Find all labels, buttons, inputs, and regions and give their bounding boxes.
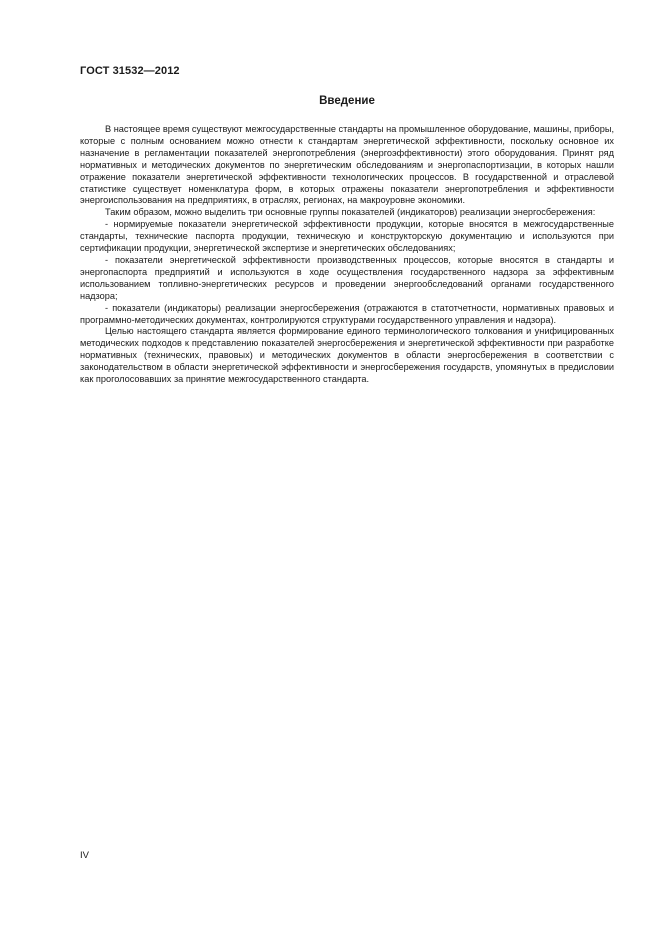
document-body [80, 124, 614, 386]
document-header: ГОСТ 31532—2012 [80, 65, 180, 77]
list-item-product-indicators: - нормируемые показатели энергетической эффективности продукции, которые вносятся в межгосударственные стандарты, технические паспорта продукции, техническую и конструкторскую документацию и используются при сертификации продукции, энергетической экспертизе и энергетических обследованиях; [80, 219, 614, 254]
paragraph-intro: В настоящее время существуют межгосударственные стандарты на промышленное оборудование, машины, приборы, которые с полным основанием можно отнести к стандартам энергетической эффективности, поскольку основное их назначение в регламентации показателей энергопотребления (энергоэффективности) этого оборудования. Принят ряд нормативных и методических документов по энергетическим обследованиям и энергопаспортизации, в которых нашли отражение показатели энергетической эффективности технологических процессов. В государственной и отраслевой статистике существует номенклатура форм, в которых отражены показатели энергопотребления и эффективности энергоиспользования на предприятиях, в отраслях, регионах, на макроуровне экономики. [80, 124, 614, 206]
list-item-implementation-indicators: - показатели (индикаторы) реализации энергосбережения (отражаются в статотчетности, нормативных правовых и программно-методических документах, контролируются структурами государственного управления и надзора). [80, 302, 614, 325]
section-title: Введение [319, 95, 375, 107]
list-item-process-indicators: - показатели энергетической эффективности производственных процессов, которые вносятся в стандарты и энергопаспорта предприятий и используются в ходе осуществления государственного надзора за эффективным использованием топливно-энергетических ресурсов и проведении энергообследований органами государственного надзора; [80, 254, 614, 301]
paragraph-purpose: Целью настоящего стандарта является формирование единого терминологического толкования и унифицированных методических подходов к представлению показателей энергосбережения и энергетической эффективности при разработке нормативных (технических, правовых) и методических документов в области энергосбережения в соответствии с законодательством в области энергетической эффективности и энергосбережения государств, упомянутых в предисловии как проголосовавших за принятие межгосударственного стандарта. [80, 326, 614, 385]
page-number: IV [80, 850, 89, 861]
paragraph-groups-lead: Таким образом, можно выделить три основные группы показателей (индикаторов) реализации энергосбережения: [105, 207, 596, 218]
